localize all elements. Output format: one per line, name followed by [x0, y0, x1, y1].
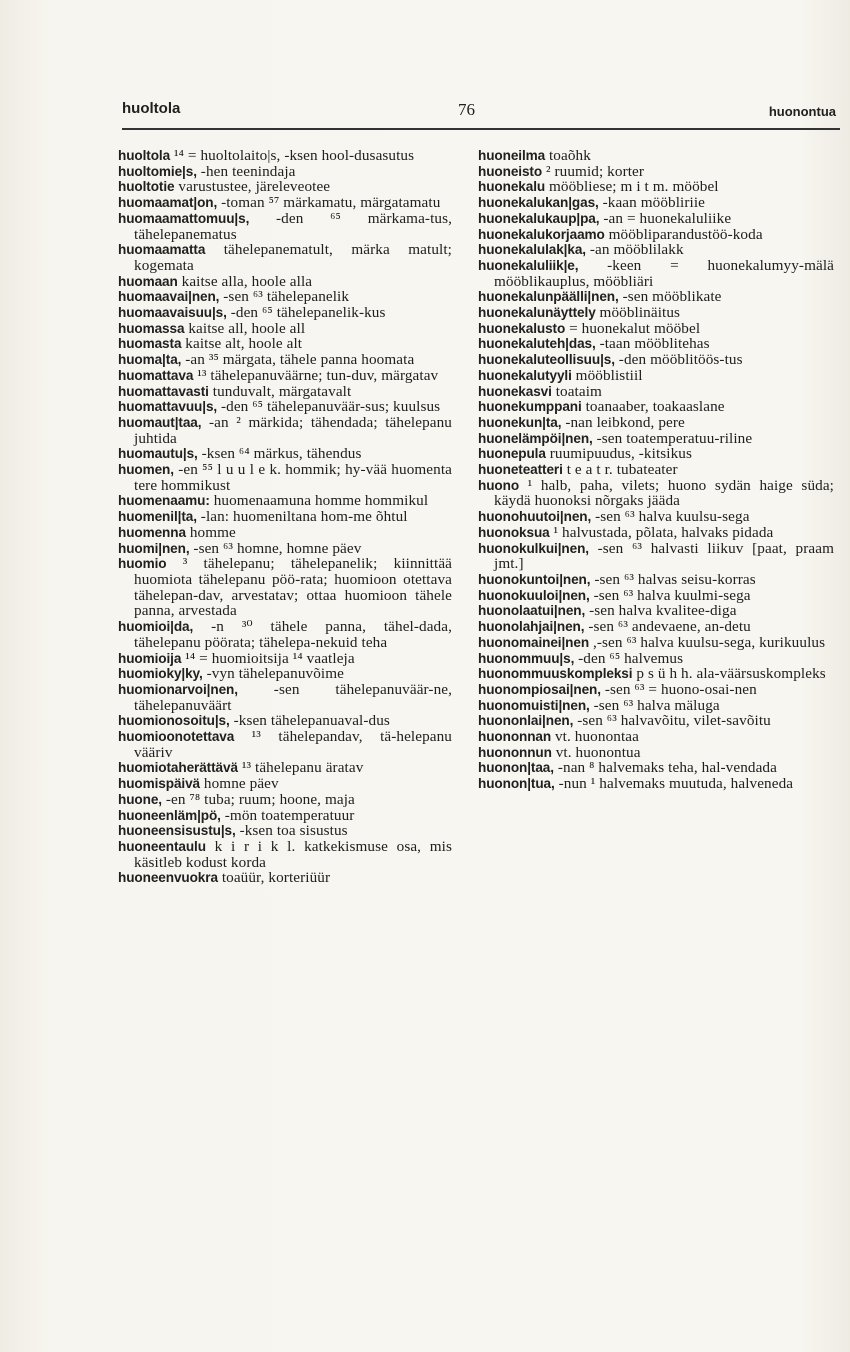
dictionary-entry	[478, 195, 834, 211]
entry-headword: huonekalukorjaamo	[478, 226, 605, 242]
entry-headword: huoma|ta,	[118, 352, 182, 368]
dictionary-entry	[478, 713, 834, 729]
dictionary-entry	[118, 274, 452, 290]
entry-definition: homne päev	[200, 775, 279, 793]
entry-definition: -an ² märkida; tähendada; tähelepanu juhtida	[134, 413, 452, 447]
dictionary-entry	[478, 760, 834, 776]
dictionary-entry	[478, 258, 834, 289]
entry-headword: huomioija	[118, 650, 182, 666]
entry-definition: ¹ halb, paha, vilets; huono sydän haige süda; käydä huonoksi nõrgaks jääda	[494, 476, 834, 510]
dictionary-entry	[118, 399, 452, 415]
dictionary-entry	[118, 352, 452, 368]
entry-headword: huomen,	[118, 462, 174, 478]
entry-headword: huonekaluliik|e,	[478, 257, 579, 273]
dictionary-entry	[478, 682, 834, 698]
dictionary-entry	[118, 321, 452, 337]
entry-headword: huomenaamu:	[118, 493, 210, 509]
entry-headword: huomiotaherättävä	[118, 760, 238, 776]
entry-headword: huononnun	[478, 744, 552, 760]
dictionary-entry	[478, 541, 834, 572]
entry-definition: -sen mööblikate	[618, 288, 722, 306]
entry-definition: -n ³⁰ tähele panna, tähel-dada, tähelepanu pöörata; tähelepa-nekuid teha	[134, 618, 452, 651]
entry-headword: huomautu|s,	[118, 446, 198, 462]
dictionary-entry	[118, 462, 452, 493]
dictionary-entry	[118, 760, 452, 776]
entry-definition: ruumipuudus, -kitsikus	[545, 445, 692, 463]
dictionary-entry	[118, 195, 452, 211]
dictionary-entry	[478, 368, 834, 384]
dictionary-entry	[118, 525, 452, 541]
entry-definition: -an ³⁵ märgata, tähele panna hoomata	[181, 351, 415, 369]
entry-headword: huonokulkui|nen,	[478, 540, 589, 556]
entry-headword: huoneteatteri	[478, 462, 563, 478]
entry-headword: huonohuutoi|nen,	[478, 509, 592, 525]
entry-headword: huoneisto	[478, 163, 543, 179]
entry-headword: huonekalukaup|pa,	[478, 210, 600, 226]
entry-definition: ¹⁴ = huoltolaito|s, -ksen hool-dusasutus	[170, 147, 415, 164]
entry-headword: huone,	[118, 791, 162, 807]
entry-definition: -sen ⁶³ halvasti liikuv [paat, praam jmt.]	[494, 539, 834, 573]
dictionary-entry	[118, 619, 452, 650]
entry-headword: huonekasvi	[478, 383, 552, 399]
entry-headword: huomaamattomuu|s,	[118, 210, 250, 226]
entry-definition: -sen ⁶³ halva kuulsu-sega	[591, 508, 750, 526]
dictionary-entry	[478, 776, 834, 792]
entry-headword: huomaut|taa,	[118, 414, 202, 430]
entry-headword: huomioi|da,	[118, 619, 194, 635]
entry-definition: -sen ⁶³ halvas seisu-korras	[590, 570, 756, 588]
entry-definition: -nan ⁸ halvemaks teha, hal-vendada	[553, 759, 777, 777]
header-rule	[122, 128, 840, 130]
entry-definition: -den ⁶⁵ tähelepanuväär-sus; kuulsus	[217, 398, 441, 416]
dictionary-entry	[478, 321, 834, 337]
entry-headword: huononnan	[478, 729, 552, 745]
entry-headword: huoneensisustu|s,	[118, 823, 236, 839]
entry-headword: huoltotie	[118, 179, 175, 195]
dictionary-entry	[118, 509, 452, 525]
entry-definition: ¹³ tähelepanuväärne; tun-duv, märgatav	[193, 366, 439, 384]
entry-definition: -sen ⁶³ halva kuulmi-sega	[589, 586, 751, 604]
dictionary-entry	[118, 729, 452, 760]
entry-headword: huonekaluteh|das,	[478, 336, 596, 352]
dictionary-entry	[118, 336, 452, 352]
entry-definition: -sen ⁶³ halva mäluga	[589, 696, 720, 714]
guide-word-right: huonontua	[768, 104, 836, 119]
entry-headword: huomattava	[118, 367, 194, 383]
dictionary-entry	[478, 289, 834, 305]
entry-definition: ¹⁴ = huomioitsija ¹⁴ vaatleja	[181, 649, 355, 667]
dictionary-entry	[118, 713, 452, 729]
entry-headword: huonekalutyyli	[478, 367, 572, 383]
entry-headword: huoltola	[118, 148, 171, 163]
entry-headword: huonelämpöi|nen,	[478, 430, 593, 446]
dictionary-entry	[478, 651, 834, 667]
entry-definition: toaüür, korteriüür	[217, 869, 331, 887]
dictionary-entry	[118, 305, 452, 321]
entry-headword: huomionarvoi|nen,	[118, 681, 238, 697]
entry-headword: huomenil|ta,	[118, 509, 197, 525]
entry-definition: mööbliparandustöö-koda	[604, 225, 763, 243]
entry-headword: huomasta	[118, 336, 182, 352]
entry-headword: huomaamatta	[118, 242, 206, 258]
entry-headword: huonommuu|s,	[478, 650, 575, 666]
entry-headword: huomioonotettava	[118, 729, 235, 745]
entry-definition: ,-sen ⁶³ halva kuulsu-sega, kurikuulus	[589, 633, 826, 651]
entry-definition: toataim	[551, 382, 602, 400]
entry-definition: -vyn tähelepanuvõime	[202, 665, 344, 683]
entry-definition: -den ⁶⁵ tähelepanelik-kus	[226, 304, 386, 322]
dictionary-entry	[478, 305, 834, 321]
entry-definition: -ksen ⁶⁴ märkus, tähendus	[197, 445, 362, 463]
left-column	[118, 148, 452, 886]
entry-definition: toanaaber, toakaaslane	[581, 398, 725, 416]
entry-definition: -taan mööblitehas	[595, 335, 710, 353]
dictionary-entry	[478, 446, 834, 462]
entry-definition: -en ⁷⁸ tuba; ruum; hoone, maja	[161, 790, 355, 808]
dictionary-entry	[478, 666, 834, 682]
entry-headword: huomionosoitu|s,	[118, 713, 230, 729]
dictionary-entry	[118, 368, 452, 384]
dictionary-entry	[118, 556, 452, 619]
dictionary-entry	[478, 729, 834, 745]
dictionary-entry	[478, 431, 834, 447]
dictionary-entry	[118, 839, 452, 870]
dictionary-entry	[478, 572, 834, 588]
dictionary-entry	[478, 698, 834, 714]
entry-headword: huomioky|ky,	[118, 666, 203, 682]
entry-definition: ¹³ tähelepandav, tä-helepanu vääriv	[134, 728, 452, 761]
entry-headword: huomispäivä	[118, 776, 200, 792]
entry-definition: -den mööblitöös-tus	[614, 351, 743, 369]
dictionary-entry	[478, 179, 834, 195]
entry-headword: huonokuntoi|nen,	[478, 571, 591, 587]
dictionary-entry	[478, 399, 834, 415]
entry-headword: huomattavasti	[118, 383, 209, 399]
entry-definition: t e a t r. tubateater	[562, 461, 678, 479]
entry-definition: mööblistiil	[571, 366, 643, 384]
dictionary-entry	[478, 352, 834, 368]
dictionary-entry	[118, 289, 452, 305]
dictionary-entry	[118, 384, 452, 400]
entry-headword: huonoksua	[478, 524, 550, 540]
entry-definition: homme	[185, 523, 236, 541]
dictionary-entry	[118, 823, 452, 839]
entry-headword: huomaan	[118, 273, 178, 289]
dictionary-entry	[478, 462, 834, 478]
entry-definition: = huonekalut mööbel	[565, 319, 701, 337]
dictionary-entry	[478, 745, 834, 761]
dictionary-entry	[118, 682, 452, 713]
entry-headword: huomi|nen,	[118, 540, 190, 556]
dictionary-entry	[478, 588, 834, 604]
entry-headword: huonekalu	[478, 179, 546, 195]
entry-headword: huonon|taa,	[478, 760, 554, 776]
entry-headword: huononlai|nen,	[478, 713, 574, 729]
dictionary-entry	[118, 242, 452, 273]
entry-headword: huonokuuloi|nen,	[478, 587, 590, 603]
entry-definition: -nan leibkond, pere	[561, 413, 685, 431]
entry-definition: -sen tähelepanuväär-ne, tähelepanuväärt	[134, 680, 452, 714]
entry-headword: huomassa	[118, 320, 185, 336]
entry-headword: huonekaluteollisuu|s,	[478, 352, 615, 368]
entry-headword: huonommuuskompleksi	[478, 666, 633, 682]
guide-word-left: huoltola	[122, 100, 181, 117]
dictionary-entry	[118, 164, 452, 180]
dictionary-entry	[478, 242, 834, 258]
entry-headword: huomattavuu|s,	[118, 399, 218, 415]
entry-headword: huoneilma	[478, 148, 546, 163]
entry-definition: ³ tähelepanu; tähelepanelik; kiinnittää huomiota tähelepanu pöö-rata; huomioon otettava tähelepan-dav, arvestatav; ottaa huomioon tähele panna, arvestada	[134, 555, 452, 620]
dictionary-entry	[478, 415, 834, 431]
entry-headword: huoltomie|s,	[118, 163, 197, 179]
dictionary-entry	[478, 148, 834, 164]
entry-headword: huonekumppani	[478, 399, 582, 415]
entry-definition: -an = huonekaluliike	[599, 209, 732, 227]
entry-definition: ² ruumid; korter	[542, 162, 645, 180]
entry-definition: -sen ⁶³ = huono-osai-nen	[600, 680, 757, 698]
dictionary-entry	[118, 415, 452, 446]
entry-headword: huonekalunpäälli|nen,	[478, 289, 619, 305]
entry-definition: varustustee, järeleveotee	[174, 178, 331, 196]
dictionary-entry	[478, 227, 834, 243]
entry-headword: huonekalusto	[478, 320, 566, 336]
entry-definition: -sen toatemperatuu-riline	[592, 429, 753, 447]
entry-definition: kaitse all, hoole all	[184, 319, 306, 337]
entry-definition: -sen ⁶³ halvavõitu, vilet-savõitu	[573, 712, 771, 730]
entry-definition: tähelepanematult, märka matult; kogemata	[134, 241, 452, 274]
dictionary-entry	[478, 478, 834, 509]
entry-definition: mööbliese; m i t m. mööbel	[545, 178, 719, 196]
dictionary-entry	[478, 509, 834, 525]
dictionary-entry	[118, 493, 452, 509]
dictionary-entry	[478, 211, 834, 227]
entry-headword: huonolahjai|nen,	[478, 619, 585, 635]
entry-definition: vt. huonontaa	[551, 728, 639, 746]
entry-definition: -kaan mööbliriie	[598, 194, 706, 212]
dictionary-entry	[478, 384, 834, 400]
entry-headword: huonomainei|nen	[478, 634, 590, 650]
entry-headword: huomaavai|nen,	[118, 289, 220, 305]
dictionary-entry	[478, 164, 834, 180]
entry-headword: huomio	[118, 556, 167, 572]
entry-headword: huomaavaisuu|s,	[118, 305, 227, 321]
entry-headword: huonekalukan|gas,	[478, 195, 599, 211]
dictionary-entry	[118, 808, 452, 824]
entry-headword: huonomuisti|nen,	[478, 697, 590, 713]
entry-headword: huomaamat|on,	[118, 195, 218, 211]
entry-definition: -sen ⁶³ andevaene, an-detu	[584, 618, 751, 636]
entry-headword: huoneentaulu	[118, 838, 206, 854]
entry-definition: -ksen tähelepanuaval-dus	[229, 712, 390, 730]
dictionary-entry	[118, 870, 452, 886]
entry-definition: vt. huonontua	[551, 743, 641, 761]
entry-definition: -den ⁶⁵ halvemus	[574, 649, 684, 667]
entry-definition: -hen teenindaja	[196, 162, 296, 180]
entry-definition: k i r i k l. katkekismuse osa, mis käsitleb kodust korda	[134, 837, 452, 871]
dictionary-entry	[118, 148, 452, 164]
entry-headword: huono	[478, 477, 520, 493]
page-number: 76	[458, 100, 475, 119]
entry-definition: p s ü h h. ala-väärsuskompleks	[632, 665, 826, 683]
entry-definition: tunduvalt, märgatavalt	[208, 382, 352, 400]
entry-definition: kaitse alt, hoole alt	[181, 335, 303, 353]
entry-headword: huomenna	[118, 524, 186, 540]
entry-headword: huonekalunäyttely	[478, 305, 596, 321]
entry-headword: huonekun|ta,	[478, 414, 562, 430]
entry-definition: -an mööblilakk	[585, 241, 684, 259]
entry-definition: -lan: huomeniltana hom-me õhtul	[196, 508, 408, 526]
entry-definition: -mön toatemperatuur	[220, 806, 355, 824]
entry-definition: ¹ halvustada, põlata, halvaks pidada	[549, 523, 774, 541]
dictionary-entry	[478, 525, 834, 541]
dictionary-entry	[478, 336, 834, 352]
page-header	[122, 96, 840, 128]
dictionary-entry	[118, 776, 452, 792]
entry-definition: -toman ⁵⁷ märkamatu, märgatamatu	[217, 194, 441, 212]
entry-headword: huoneenläm|pö,	[118, 807, 221, 823]
dictionary-entry	[118, 541, 452, 557]
dictionary-entry	[478, 603, 834, 619]
entry-headword: huonepula	[478, 446, 546, 462]
entry-definition: -en ⁵⁵ l u u l e k. hommik; hy-vää huomenta tere hommikust	[134, 461, 452, 494]
entry-definition: -sen ⁶³ tähelepanelik	[219, 288, 350, 306]
entry-definition: mööblinäitus	[595, 304, 681, 322]
dictionary-entry	[478, 635, 834, 651]
entry-headword: huoneenvuokra	[118, 870, 218, 886]
dictionary-entry	[118, 792, 452, 808]
entry-headword: huonekalulak|ka,	[478, 242, 586, 258]
entry-definition: kaitse alla, hoole alla	[177, 272, 313, 290]
dictionary-entry	[118, 651, 452, 667]
entry-definition: -ksen toa sisustus	[235, 822, 348, 840]
dictionary-entry	[118, 211, 452, 242]
entry-definition: -sen ⁶³ homne, homne päev	[189, 539, 362, 557]
right-column	[478, 148, 834, 792]
entry-definition: -keen = huonekalumyy-mälä mööblikauplus, mööbliäri	[494, 256, 834, 290]
entry-headword: huonolaatui|nen,	[478, 603, 586, 619]
entry-definition: -nun ¹ halvemaks muutuda, halveneda	[554, 775, 794, 793]
dictionary-entry	[478, 619, 834, 635]
dictionary-entry	[118, 446, 452, 462]
entry-definition: -sen halva kvalitee-diga	[585, 602, 737, 620]
dictionary-entry	[118, 179, 452, 195]
entry-definition: ¹³ tähelepanu äratav	[237, 759, 364, 777]
dictionary-entry	[118, 666, 452, 682]
entry-headword: huonompiosai|nen,	[478, 681, 601, 697]
entry-headword: huonon|tua,	[478, 776, 555, 792]
entry-definition: huomenaamuna homme hommikul	[209, 492, 429, 510]
entry-definition: -den ⁶⁵ märkama-tus, tähelepanematus	[134, 209, 452, 243]
entry-definition: toaõhk	[545, 147, 591, 164]
